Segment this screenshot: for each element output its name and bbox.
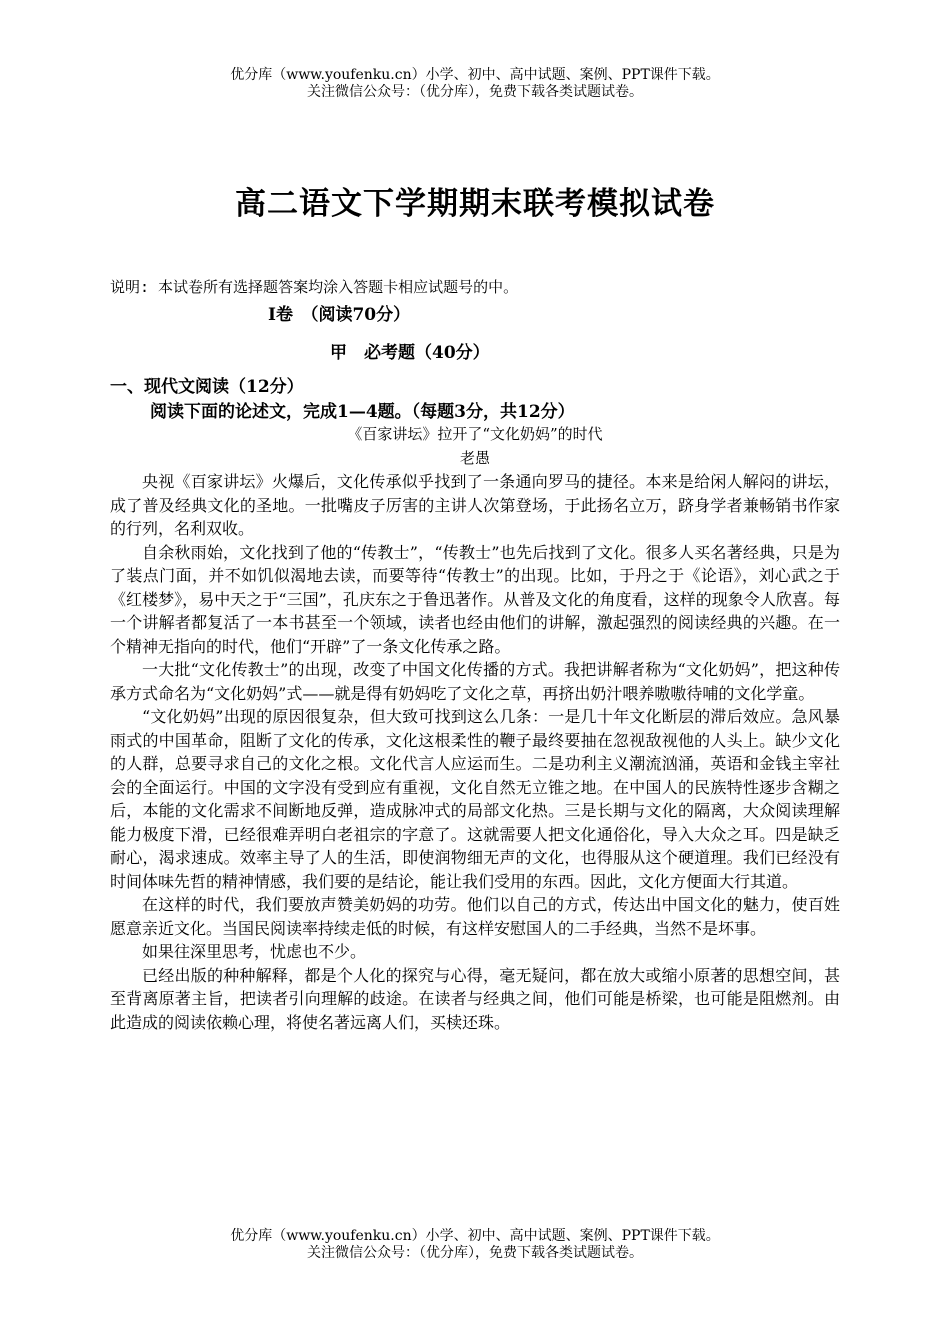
document-title: 高二语文下学期期末联考模拟试卷 — [235, 186, 715, 222]
header-line-1: 优分库（www.youfenku.cn）小学、初中、高中试题、案例、PPT课件下载。 — [230, 67, 720, 83]
article-author: 老愚 — [459, 449, 490, 467]
footer-line-2: 关注微信公众号：（优分库），免费下载各类试题试卷。 — [307, 1245, 643, 1261]
section-required-heading: 甲 必考题（40分） — [330, 343, 490, 363]
article-body — [110, 470, 840, 1034]
footer-line-1: 优分库（www.youfenku.cn）小学、初中、高中试题、案例、PPT课件下载。 — [230, 1228, 720, 1244]
article-paragraph: 在这样的时代，我们要放声赞美奶妈的功劳。他们以自己的方式，传达出中国文化的魅力，使百姓愿意亲近文化。当国民阅读率持续走低的时候，有这样安慰国人的二手经典，当然不是坏事。 — [110, 895, 840, 938]
article-paragraph: “文化奶妈”出现的原因很复杂，但大致可找到这么几条：一是几十年文化断层的滞后效应。急风暴雨式的中国革命，阻断了文化的传承，文化这根柔性的鞭子最终要抽在忽视敌视他的人头上。缺少文化的人群，总要寻求自己的文化之根。文化代言人应运而生。二是功利主义潮流汹涌，英语和金钱主宰社会的全面运行。中国的文字没有受到应有重视，文化自然无立锥之地。在中国人的民族特性逐步含糊之后，本能的文化需求不间断地反弹，造成脉冲式的局部文化热。三是长期与文化的隔离，大众阅读理解能力极度下滑，已经很难弄明白老祖宗的字意了。这就需要人把文化通俗化，导入大众之耳。四是缺乏耐心，渴求速成。效率主导了人的生活，即使润物细无声的文化，也得服从这个硬道理。我们已经没有时间体味先哲的精神情感，我们要的是结论，能让我们受用的东西。因此，文化方便面大行其道。 — [110, 707, 840, 891]
page-footer — [0, 1228, 950, 1262]
article-title: 《百家讲坛》拉开了“文化奶妈”的时代 — [347, 425, 603, 443]
article-paragraph: 自余秋雨始，文化找到了他的“传教士”，“传教士”也先后找到了文化。很多人买名著经典，只是为了装点门面，并不如饥似渴地去读，而要等待“传教士”的出现。比如，于丹之于《论语》，刘心武之于《红楼梦》，易中天之于“三国”，孔庆东之于鲁迅著作。从普及文化的角度看，这样的现象令人欣喜。每一个讲解者都复活了一本书甚至一个领域，读者也经由他们的讲解，激起强烈的阅读经典的兴趣。在一个精神无指向的时代，他们“开辟”了一条文化传承之路。 — [110, 542, 840, 656]
article-paragraph: 央视《百家讲坛》火爆后，文化传承似乎找到了一条通向罗马的捷径。本来是给闲人解闷的讲坛，成了普及经典文化的圣地。一批嘴皮子厉害的主讲人次第登场，于此扬名立万，跻身学者兼畅销书作家的行列，名利双收。 — [110, 472, 840, 538]
instructions-note: 说明: 本试卷所有选择题答案均涂入答题卡相应试题号的中。 — [110, 278, 519, 296]
page-header — [0, 67, 950, 101]
article-paragraph: 如果往深里思考，忧虑也不少。 — [142, 942, 367, 961]
section-volume-heading: Ⅰ卷 （阅读70分） — [268, 305, 411, 325]
question-instruction: 阅读下面的论述文，完成1—4题。（每题3分，共12分） — [150, 402, 575, 422]
question-heading: 一、现代文阅读（12分） — [110, 377, 304, 397]
article-paragraph: 已经出版的种种解释，都是个人化的探究与心得，毫无疑问，都在放大或缩小原著的思想空间，甚至背离原著主旨，把读者引向理解的歧途。在读者与经典之间，他们可能是桥梁，也可能是阻燃剂。由此造成的阅读依赖心理，将使名著远离人们，买椟还珠。 — [110, 965, 840, 1032]
article-paragraph: 一大批“文化传教士”的出现，改变了中国文化传播的方式。我把讲解者称为“文化奶妈”，把这种传承方式命名为“文化奶妈”式——就是得有奶妈吃了文化之草，再挤出奶汁喂养嗷嗷待哺的文化学童。 — [110, 660, 840, 703]
header-line-2: 关注微信公众号：（优分库），免费下载各类试题试卷。 — [307, 84, 643, 100]
